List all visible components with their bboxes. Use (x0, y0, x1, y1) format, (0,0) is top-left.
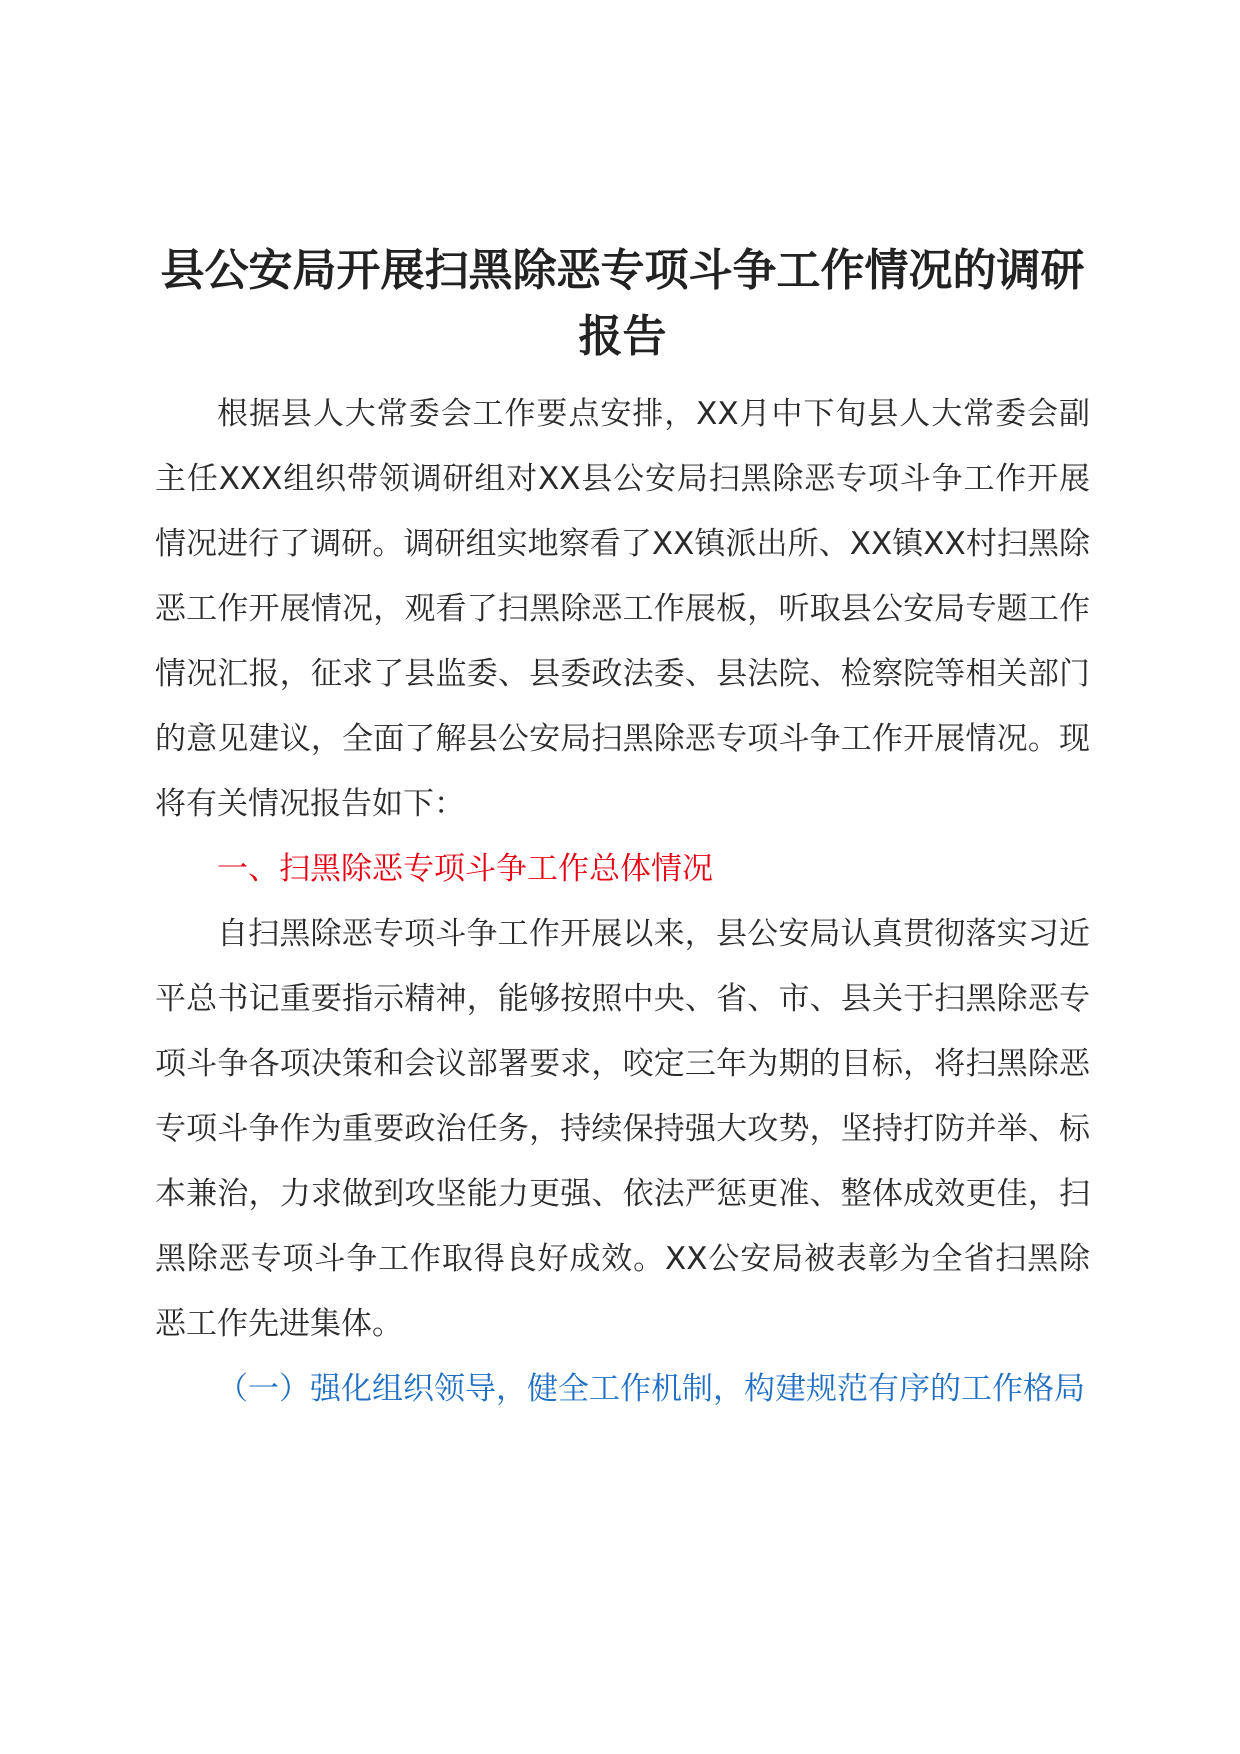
document-page (155, 238, 1090, 1422)
intro-paragraph: 根据县人大常委会工作要点安排，XX月中下旬县人大常委会副主任XXX组织带领调研组对XX县公安局扫黑除恶专项斗争工作开展情况进行了调研。调研组实地察看了XX镇派出所、XX镇XX村扫黑除恶工作开展情况，观看了扫黑除恶工作展板，听取县公安局专题工作情况汇报，征求了县监委、县委政法委、县法院、检察院等相关部门的意见建议，全面了解县公安局扫黑除恶专项斗争工作开展情况。现将有关情况报告如下： (155, 396, 1090, 822)
document-title: 县公安局开展扫黑除恶专项斗争工作情况的调研报告 (160, 245, 1085, 362)
section-heading-1: 一、扫黑除恶专项斗争工作总体情况 (217, 851, 713, 887)
subsection-heading-1: （一）强化组织领导，健全工作机制，构建规范有序的工作格局 (217, 1371, 1085, 1407)
section-1-paragraph: 自扫黑除恶专项斗争工作开展以来，县公安局认真贯彻落实习近平总书记重要指示精神，能够按照中央、省、市、县关于扫黑除恶专项斗争各项决策和会议部署要求，咬定三年为期的目标，将扫黑除恶专项斗争作为重要政治任务，持续保持强大攻势，坚持打防并举、标本兼治，力求做到攻坚能力更强、依法严惩更准、整体成效更佳，扫黑除恶专项斗争工作取得良好成效。XX公安局被表彰为全省扫黑除恶工作先进集体。 (155, 916, 1090, 1342)
